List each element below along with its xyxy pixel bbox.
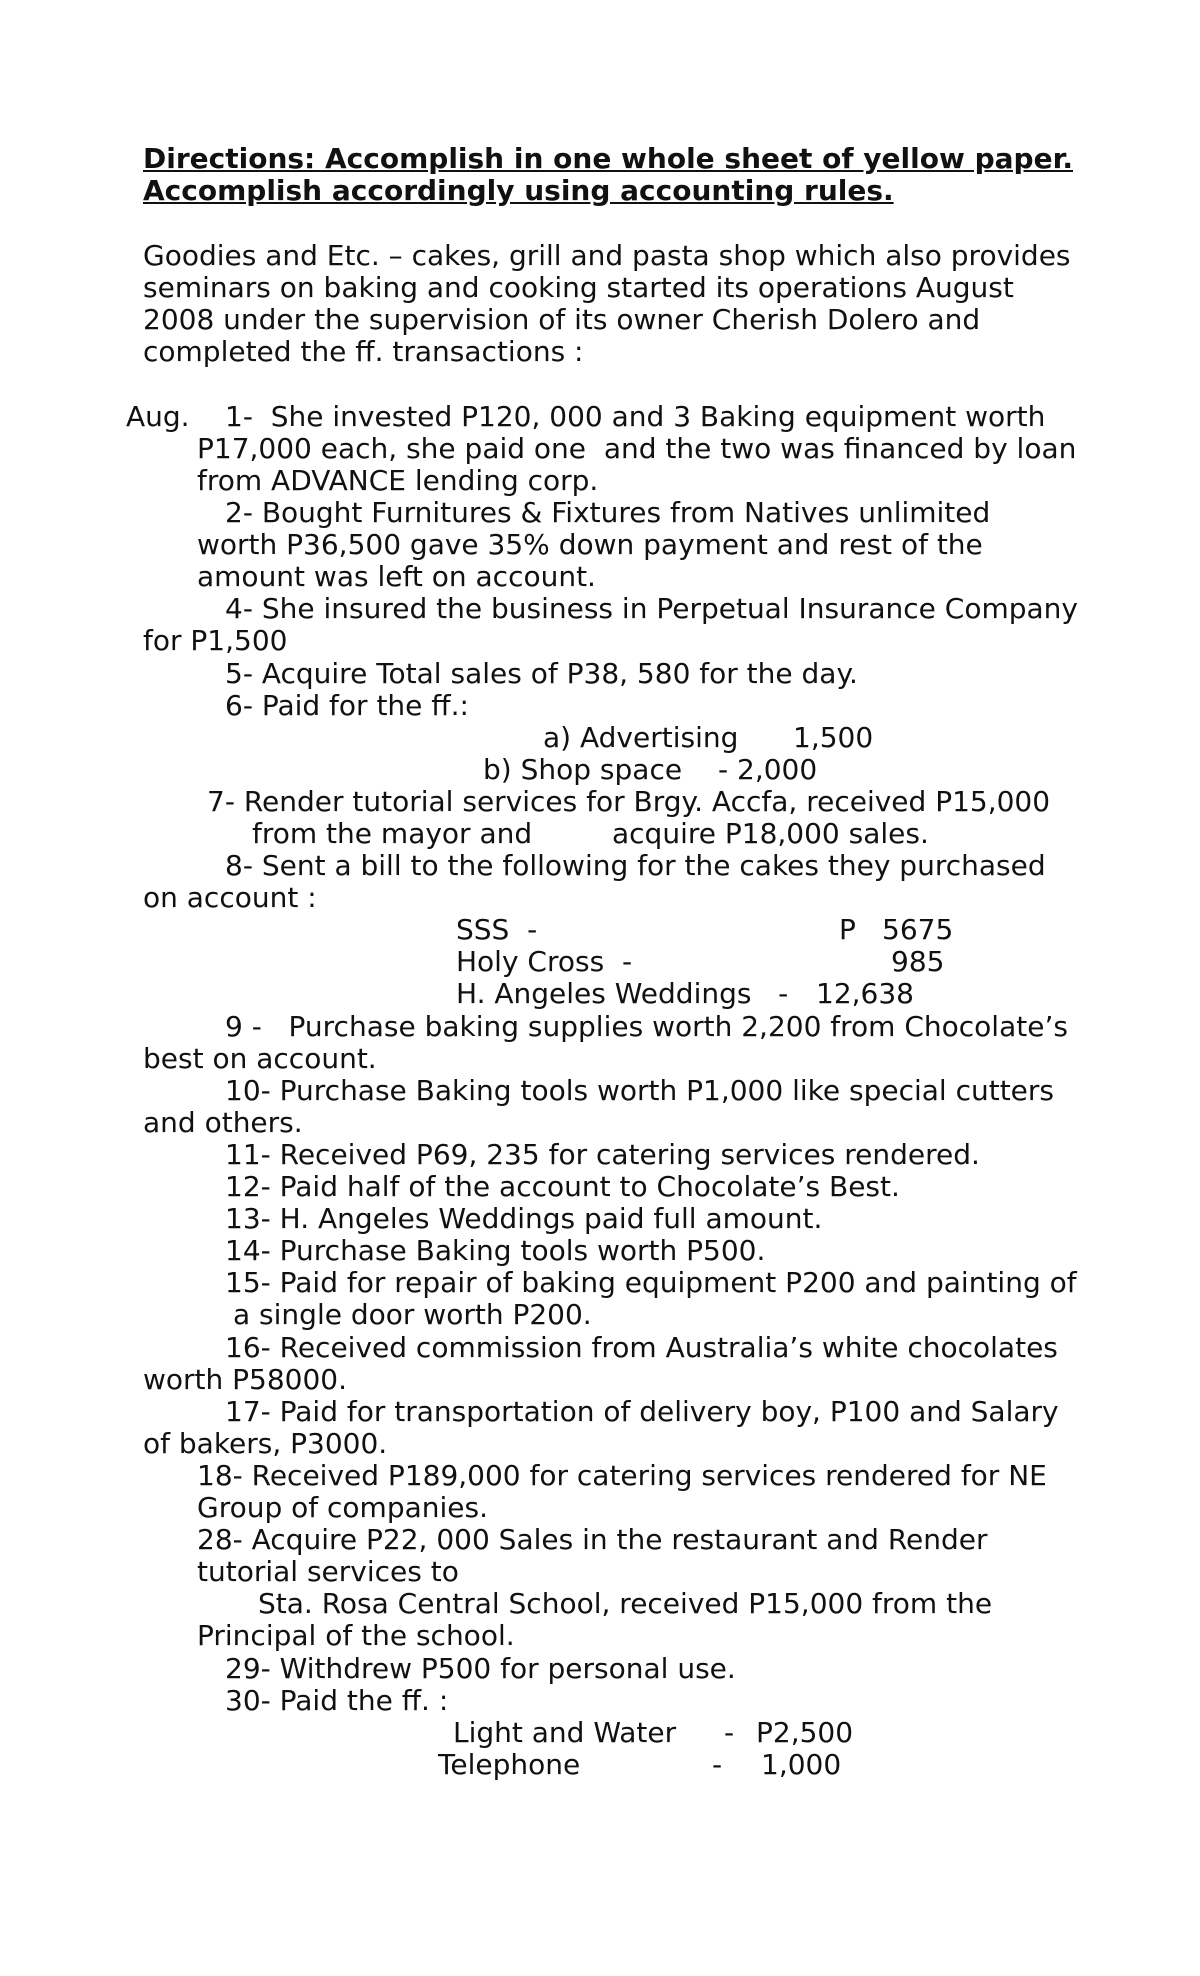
transaction-line: tutorial services to xyxy=(197,1555,459,1588)
transaction-line: 15- Paid for repair of baking equipment P200 and painting of xyxy=(225,1266,1077,1299)
transaction-line: worth P58000. xyxy=(143,1363,348,1396)
transaction-line: best on account. xyxy=(143,1042,377,1075)
transaction-line: 18- Received P189,000 for catering services rendered for NE xyxy=(197,1459,1047,1492)
transaction-line: 12- Paid half of the account to Chocolate’s Best. xyxy=(225,1170,900,1203)
expense-label: a) Advertising xyxy=(543,721,739,754)
utility-amount: P2,500 xyxy=(756,1716,854,1749)
transaction-line: 8- Sent a bill to the following for the cakes they purchased xyxy=(225,849,1046,882)
transaction-line: 13- H. Angeles Weddings paid full amount. xyxy=(225,1202,823,1235)
transaction-line: 7- Render tutorial services for Brgy. Accfa, received P15,000 xyxy=(207,785,1051,818)
intro-line: seminars on baking and cooking started its operations August xyxy=(143,271,1014,304)
transaction-line: 6- Paid for the ff.: xyxy=(225,689,469,722)
transaction-line: 11- Received P69, 235 for catering services rendered. xyxy=(225,1138,980,1171)
transaction-line: 4- She insured the business in Perpetual Insurance Company xyxy=(225,592,1079,625)
transaction-line: 1- She invested P120, 000 and 3 Baking equipment worth xyxy=(225,400,1046,433)
currency-symbol: P xyxy=(839,913,856,946)
transaction-line: P17,000 each, she paid one and the two was financed by loan xyxy=(197,432,1077,465)
receivable-label: Holy Cross - xyxy=(456,945,633,978)
receivable-label: H. Angeles Weddings - xyxy=(456,977,789,1010)
transaction-line: from ADVANCE lending corp. xyxy=(197,464,599,497)
utility-amount: 1,000 xyxy=(761,1748,842,1781)
transaction-line: 16- Received commission from Australia’s white chocolates xyxy=(225,1331,1058,1364)
transaction-line: 28- Acquire P22, 000 Sales in the restaurant and Render xyxy=(197,1523,988,1556)
utility-dash: - xyxy=(712,1748,723,1781)
transaction-line: 17- Paid for transportation of delivery boy, P100 and Salary xyxy=(225,1395,1059,1428)
transaction-line: acquire P18,000 sales. xyxy=(612,817,929,850)
transaction-line: Sta. Rosa Central School, received P15,000 from the xyxy=(258,1587,993,1620)
intro-line: completed the ff. transactions : xyxy=(143,335,584,368)
transaction-line: a single door worth P200. xyxy=(233,1298,592,1331)
transaction-line: 2- Bought Furnitures & Fixtures from Natives unlimited xyxy=(225,496,991,529)
transaction-line: 9 - Purchase baking supplies worth 2,200 from Chocolate’s xyxy=(225,1010,1068,1043)
transaction-line: Principal of the school. xyxy=(197,1619,515,1652)
transaction-line: amount was left on account. xyxy=(197,560,596,593)
transaction-line: 30- Paid the ff. : xyxy=(225,1684,449,1717)
transaction-line: on account : xyxy=(143,881,317,914)
transaction-line: worth P36,500 gave 35% down payment and rest of the xyxy=(197,528,983,561)
intro-line: Goodies and Etc. – cakes, grill and pasta shop which also provides xyxy=(143,239,1071,272)
utility-label: Telephone xyxy=(438,1748,581,1781)
transaction-line: and others. xyxy=(143,1106,303,1139)
utility-dash: - xyxy=(724,1716,735,1749)
transaction-line: Group of companies. xyxy=(197,1491,489,1524)
utility-label: Light and Water xyxy=(453,1716,677,1749)
transaction-line: 5- Acquire Total sales of P38, 580 for the day. xyxy=(225,657,858,690)
transaction-line: 14- Purchase Baking tools worth P500. xyxy=(225,1234,766,1267)
transaction-line: 10- Purchase Baking tools worth P1,000 like special cutters xyxy=(225,1074,1055,1107)
receivable-amount: 5675 xyxy=(882,913,954,946)
transaction-line: 29- Withdrew P500 for personal use. xyxy=(225,1652,736,1685)
expense-amount: - 2,000 xyxy=(718,753,818,786)
intro-line: 2008 under the supervision of its owner Cherish Dolero and xyxy=(143,303,981,336)
directions-line-2: Accomplish accordingly using accounting rules. xyxy=(143,174,894,207)
receivable-amount: 12,638 xyxy=(816,977,914,1010)
directions-line-1: Directions: Accomplish in one whole sheet of yellow paper. xyxy=(143,142,1074,175)
transaction-line: of bakers, P3000. xyxy=(143,1427,388,1460)
transaction-line: for P1,500 xyxy=(143,624,288,657)
expense-amount: 1,500 xyxy=(793,721,874,754)
receivable-label: SSS - xyxy=(456,913,538,946)
receivable-amount: 985 xyxy=(891,945,945,978)
expense-label: b) Shop space xyxy=(483,753,683,786)
month-label: Aug. xyxy=(126,400,190,433)
transaction-line: from the mayor and xyxy=(252,817,533,850)
